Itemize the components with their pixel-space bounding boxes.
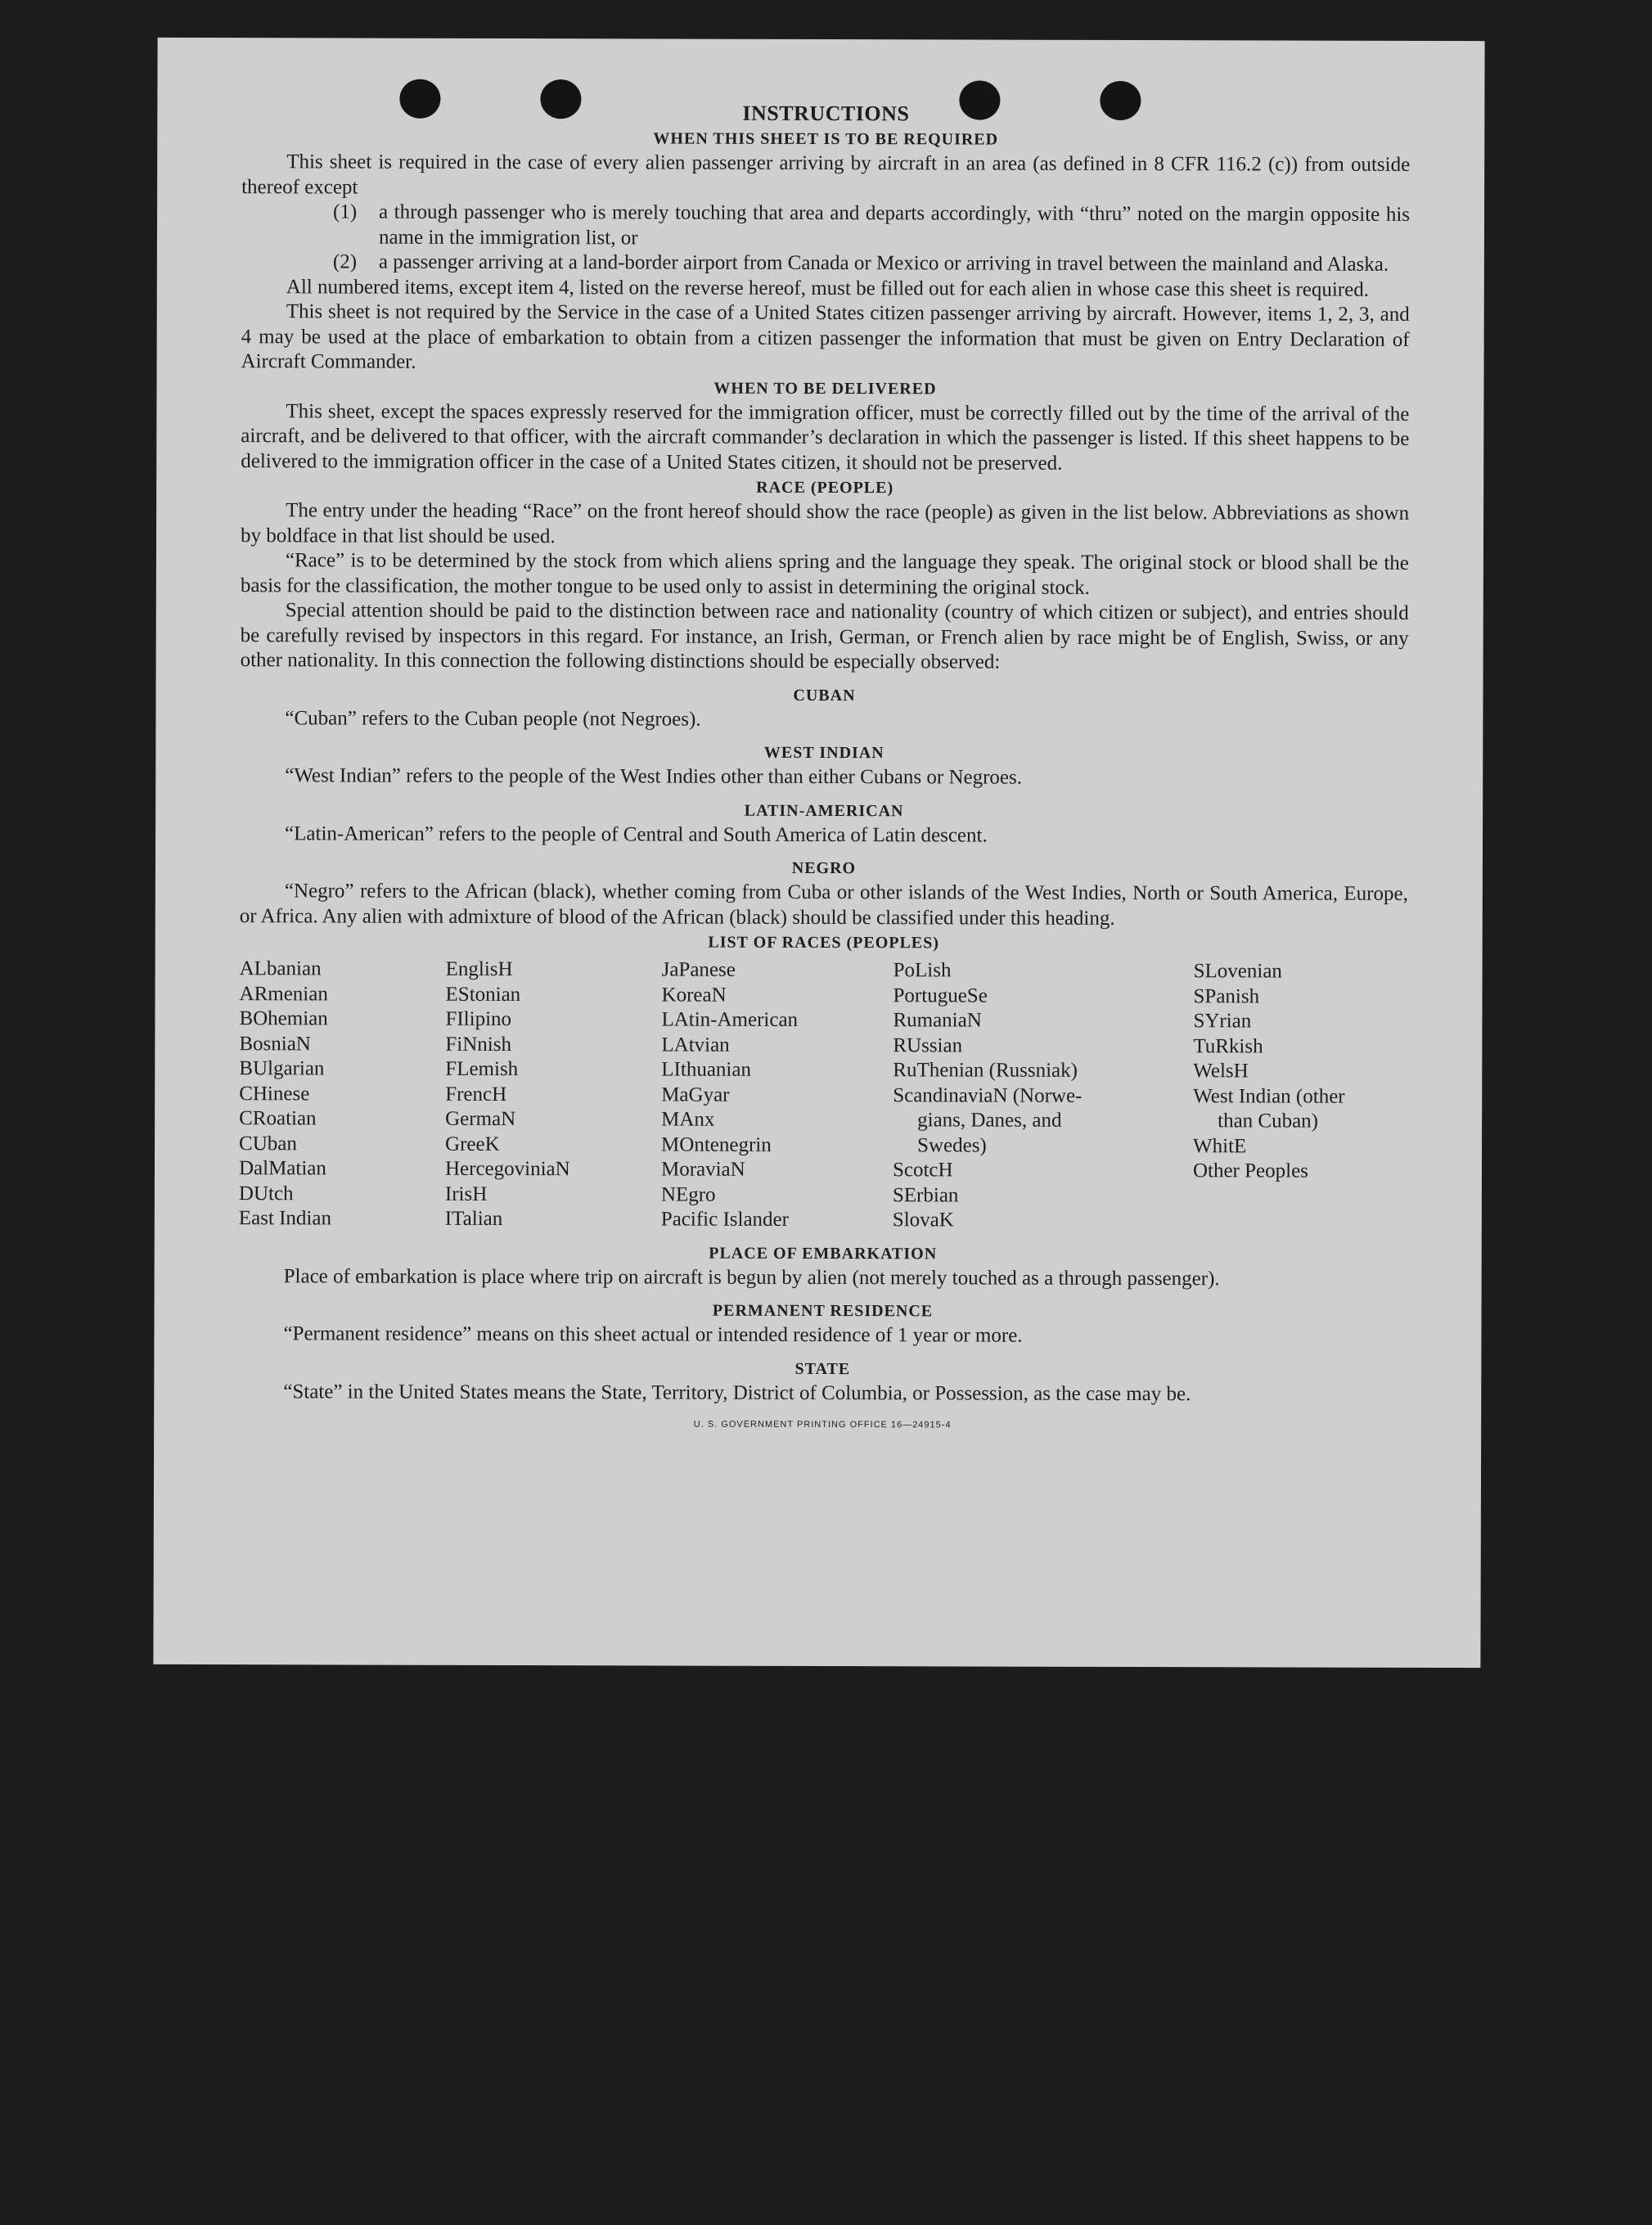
races-column-5 [1193, 959, 1408, 1234]
race-entry: RumaniaN [893, 1009, 982, 1032]
race-entry: ScandinaviaN (Norwe- [893, 1083, 1083, 1107]
race-entry: ScotcH [892, 1159, 953, 1182]
race-entry-continued: Swedes) [917, 1133, 987, 1157]
paragraph: “Race” is to be determined by the stock from which aliens spring and the language they speak. The original stock or blood shall be the basis for the classification, the mother tongue to be used only to assist in determining the original stock. [240, 549, 1409, 599]
race-entry: MaGyar [661, 1083, 730, 1106]
race-entry: FIlipino [445, 1007, 512, 1031]
race-entry: GermaN [445, 1107, 516, 1131]
race-entry: RuThenian (Russniak) [893, 1059, 1078, 1082]
race-entry: CHinese [239, 1082, 310, 1105]
race-entry: BUlgarian [239, 1057, 325, 1080]
paragraph: “Permanent residence” means on this sheet actual or intended residence of 1 year or more. [283, 1322, 1023, 1347]
heading-cuban: CUBAN [793, 686, 856, 705]
heading-latin-american: LATIN-AMERICAN [744, 801, 904, 820]
paragraph: This sheet is required in the case of every alien passenger arriving by aircraft in an area (as defined in 8 CFR 116.2 (c)) from outside thereof except [241, 151, 1411, 199]
races-column-2 [445, 957, 662, 1232]
paragraph: “Cuban” refers to the Cuban people (not Negroes). [285, 706, 701, 731]
race-entry: East Indian [238, 1207, 332, 1230]
race-group [893, 958, 1193, 1083]
paragraph: This sheet, except the spaces expressly reserved for the immigration officer, must be correctly filled out by the time of the arrival of the aircraft, and be delivered to that officer, with the aircraft commander’s declaration in which the passenger is listed. If this sheet happens to be delivered to the immigration officer in the case of a United States citizen, it should not be preserved. [241, 399, 1410, 475]
race-entry: TuRkish [1193, 1034, 1263, 1057]
race-entry: CUban [239, 1132, 297, 1155]
item-number: (1) [333, 200, 358, 223]
race-entry: FLemish [445, 1057, 519, 1081]
race-entry: EStonian [445, 983, 521, 1006]
heading-race: RACE (PEOPLE) [756, 478, 894, 498]
race-entry: SPanish [1193, 984, 1260, 1007]
race-entry: BOhemian [239, 1007, 328, 1030]
race-entry: BosniaN [239, 1032, 311, 1055]
race-entry: PortugueSe [893, 984, 988, 1007]
race-entry: ITalian [444, 1207, 503, 1230]
heading-when-delivered: WHEN TO BE DELIVERED [713, 379, 937, 398]
item-number: (2) [332, 250, 358, 273]
race-entry: RUssian [893, 1034, 963, 1056]
race-entry: EnglisH [445, 957, 513, 981]
document-page [153, 38, 1484, 1668]
race-entry: WhitE [1193, 1134, 1247, 1157]
race-entry: Other Peoples [1192, 1160, 1308, 1182]
race-entry: KoreaN [661, 983, 727, 1007]
race-entry: ARmenian [239, 982, 328, 1005]
race-entry: SYrian [1193, 1010, 1252, 1033]
paragraph: “Negro” refers to the African (black), whether coming from Cuba or other islands of the West Indies, North or South America, Europe, or Africa. Any alien with admixture of blood of the African (black) should be classified under this heading. [239, 880, 1408, 930]
heading-negro: NEGRO [791, 858, 857, 878]
race-entry-continued: gians, Danes, and [917, 1109, 1062, 1132]
race-entry: GreeK [445, 1133, 500, 1155]
paragraph: The entry under the heading “Race” on the front hereof should show the race (people) as given in the list below. Abbreviations as shown by boldface in that list should be used. [240, 499, 1410, 547]
race-group [1193, 959, 1407, 1084]
race-group [893, 1158, 1193, 1233]
item-text: a through passenger who is merely touching that area and departs accordingly, with “thru” noted on the margin opposite his name in the immigration list, or [378, 200, 1411, 249]
paragraph: “West Indian” refers to the people of the West Indies other than either Cubans or Negroes. [285, 764, 1023, 789]
race-entry: JaPanese [661, 958, 736, 981]
races-column-3 [661, 957, 894, 1232]
paragraph: Special attention should be paid to the distinction between race and nationality (country of which citizen or subject), and entries should be carefully revised by inspectors in this regard. For instance, an Irish, German, or French alien by race might be of English, Swiss, or any other nationality. In this connection the following distinctions should be especially observed: [240, 599, 1409, 673]
heading-west-indian: WEST INDIAN [763, 743, 885, 763]
heading-list-of-races: LIST OF RACES (PEOPLES) [708, 933, 939, 953]
race-entry: Pacific Islander [660, 1208, 790, 1231]
race-entry: MoraviaN [660, 1158, 745, 1181]
race-entry: DalMatian [238, 1157, 326, 1180]
paragraph: All numbered items, except item 4, listed on the reverse hereof, must be filled out for each alien in whose case this sheet is required. [286, 275, 1370, 301]
races-column-4 [893, 958, 1194, 1233]
race-entry: CRoatian [239, 1107, 317, 1130]
race-entry: HercegoviniaN [444, 1157, 570, 1181]
printing-office-footer: U. S. GOVERNMENT PRINTING OFFICE 16—24915-4 [693, 1419, 952, 1430]
race-entry: MAnx [661, 1108, 715, 1131]
paragraph: “Latin-American” refers to the people of Central and South America of Latin descent. [285, 822, 988, 847]
heading-place-of-embarkation: PLACE OF EMBARKATION [709, 1244, 938, 1263]
heading-when-required: WHEN THIS SHEET IS TO BE REQUIRED [653, 129, 999, 149]
heading-state: STATE [794, 1359, 851, 1378]
race-entry: LAtin-American [661, 1008, 799, 1031]
race-entry: IrisH [444, 1182, 488, 1205]
race-entry: NEgro [660, 1182, 716, 1206]
race-entry: SLovenian [1193, 960, 1282, 983]
paragraph: This sheet is not required by the Service in the case of a United States citizen passenger arriving by aircraft. However, items 1, 2, 3, and 4 may be used at the place of embarkation to obtain from a citizen passenger the information that must be given on Entry Declaration of Aircraft Commander. [241, 300, 1410, 373]
instructions-content [238, 99, 1410, 1439]
race-entry: PoLish [893, 959, 952, 982]
list-item [333, 250, 1410, 277]
race-entry: WelsH [1193, 1060, 1249, 1083]
item-text: a passenger arriving at a land-border airport from Canada or Mexico or arriving in travel between the mainland and Alaska. [378, 250, 1389, 276]
race-entry: SErbian [892, 1183, 959, 1206]
races-column-1 [239, 957, 446, 1232]
heading-permanent-residence: PERMANENT RESIDENCE [712, 1301, 934, 1321]
list-item [333, 200, 1410, 252]
race-group [1193, 1134, 1407, 1185]
race-entry: SlovaK [892, 1209, 954, 1232]
races-list [239, 957, 1408, 1234]
page-title: INSTRUCTIONS [742, 101, 910, 126]
race-entry: LIthuanian [661, 1058, 752, 1081]
race-entry: ALbanian [239, 957, 322, 980]
race-entry: DUtch [238, 1182, 294, 1205]
race-entry: FrencH [445, 1083, 507, 1106]
race-entry: MOntenegrin [661, 1133, 772, 1156]
race-entry: FiNnish [445, 1033, 512, 1056]
paragraph: Place of embarkation is place where trip on aircraft is begun by alien (not merely touched as a through passenger). [283, 1264, 1220, 1290]
paragraph: “State” in the United States means the State, Territory, District of Columbia, or Possession, as the case may be. [283, 1380, 1191, 1405]
race-entry: LAtvian [661, 1033, 730, 1056]
race-entry: West Indian (other [1193, 1084, 1345, 1108]
race-entry-continued: than Cuban) [1218, 1110, 1319, 1133]
